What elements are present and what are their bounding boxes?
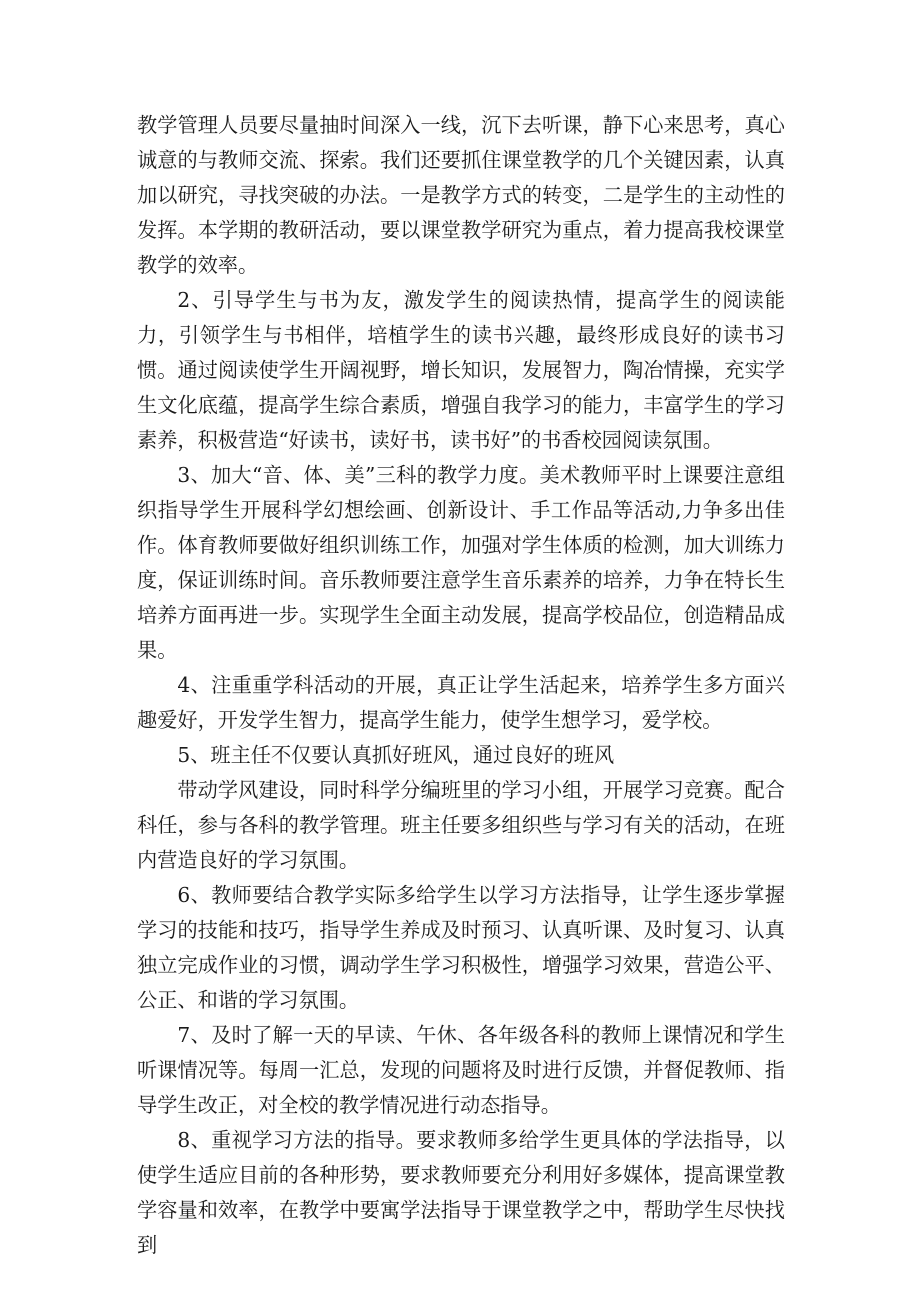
paragraph-item-7-inspection: 7、及时了解一天的早读、午休、各年级各科的教师上课情况和学生听课情况等。每周一汇总，发现的问题将及时进行反馈，并督促教师、指导学生改正，对全校的教学情况进行动态指导。: [137, 1023, 785, 1117]
paragraph-item-2-reading: 2、引导学生与书为友，激发学生的阅读热情，提高学生的阅读能力，引领学生与书相伴，培植学生的读书兴趣，最终形成良好的读书习惯。通过阅读使学生开阔视野，增长知识，发展智力，陶冶情操，充实学生文化底蕴，提高学生综合素质，增强自我学习的能力，丰富学生的学习素养，积极营造“好读书，读好书，读书好”的书香校园阅读氛围。: [137, 288, 785, 452]
paragraph-item-8-guidance: 8、重视学习方法的指导。要求教师多给学生更具体的学法指导，以使学生适应目前的各种形势，要求教师要充分利用好多媒体，提高课堂教学容量和效率，在教学中要寓学法指导于课堂教学之中，帮助学生尽快找到: [137, 1128, 785, 1257]
paragraph-item-3-arts: 3、加大“音、体、美”三科的教学力度。美术教师平时上课要注意组织指导学生开展科学幻想绘画、创新设计、手工作品等活动,力争多出佳作。体育教师要做好组织训练工作，加强对学生体质的检测，加大训练力度，保证训练时间。音乐教师要注意学生音乐素养的培养，力争在特长生培养方面再进一步。实现学生全面主动发展，提高学校品位，创造精品成果。: [137, 463, 785, 662]
paragraph-item-5-class-teacher: 5、班主任不仅要认真抓好班风，通过良好的班风: [177, 743, 615, 767]
document-page: [137, 108, 785, 1263]
paragraph-item-5-continued: 带动学风建设，同时科学分编班里的学习小组，开展学习竞赛。配合科任，参与各科的教学管理。班主任要多组织些与学习有关的活动，在班内营造良好的学习氛围。: [137, 778, 785, 872]
paragraph-item-6-methods: 6、教师要结合教学实际多给学生以学习方法指导，让学生逐步掌握学习的技能和技巧，指导学生养成及时预习、认真听课、及时复习、认真独立完成作业的习惯，调动学生学习积极性，增强学习效果，营造公平、公正、和谐的学习氛围。: [137, 883, 785, 1012]
paragraph-teaching-management: 教学管理人员要尽量抽时间深入一线，沉下去听课，静下心来思考，真心诚意的与教师交流、探索。我们还要抓住课堂教学的几个关键因素，认真加以研究，寻找突破的办法。一是教学方式的转变，二是学生的主动性的发挥。本学期的教研活动，要以课堂教学研究为重点，着力提高我校课堂教学的效率。: [137, 113, 785, 277]
paragraph-item-4-activities: 4、注重重学科活动的开展，真正让学生活起来，培养学生多方面兴趣爱好，开发学生智力，提高学生能力，使学生想学习，爱学校。: [137, 673, 785, 732]
